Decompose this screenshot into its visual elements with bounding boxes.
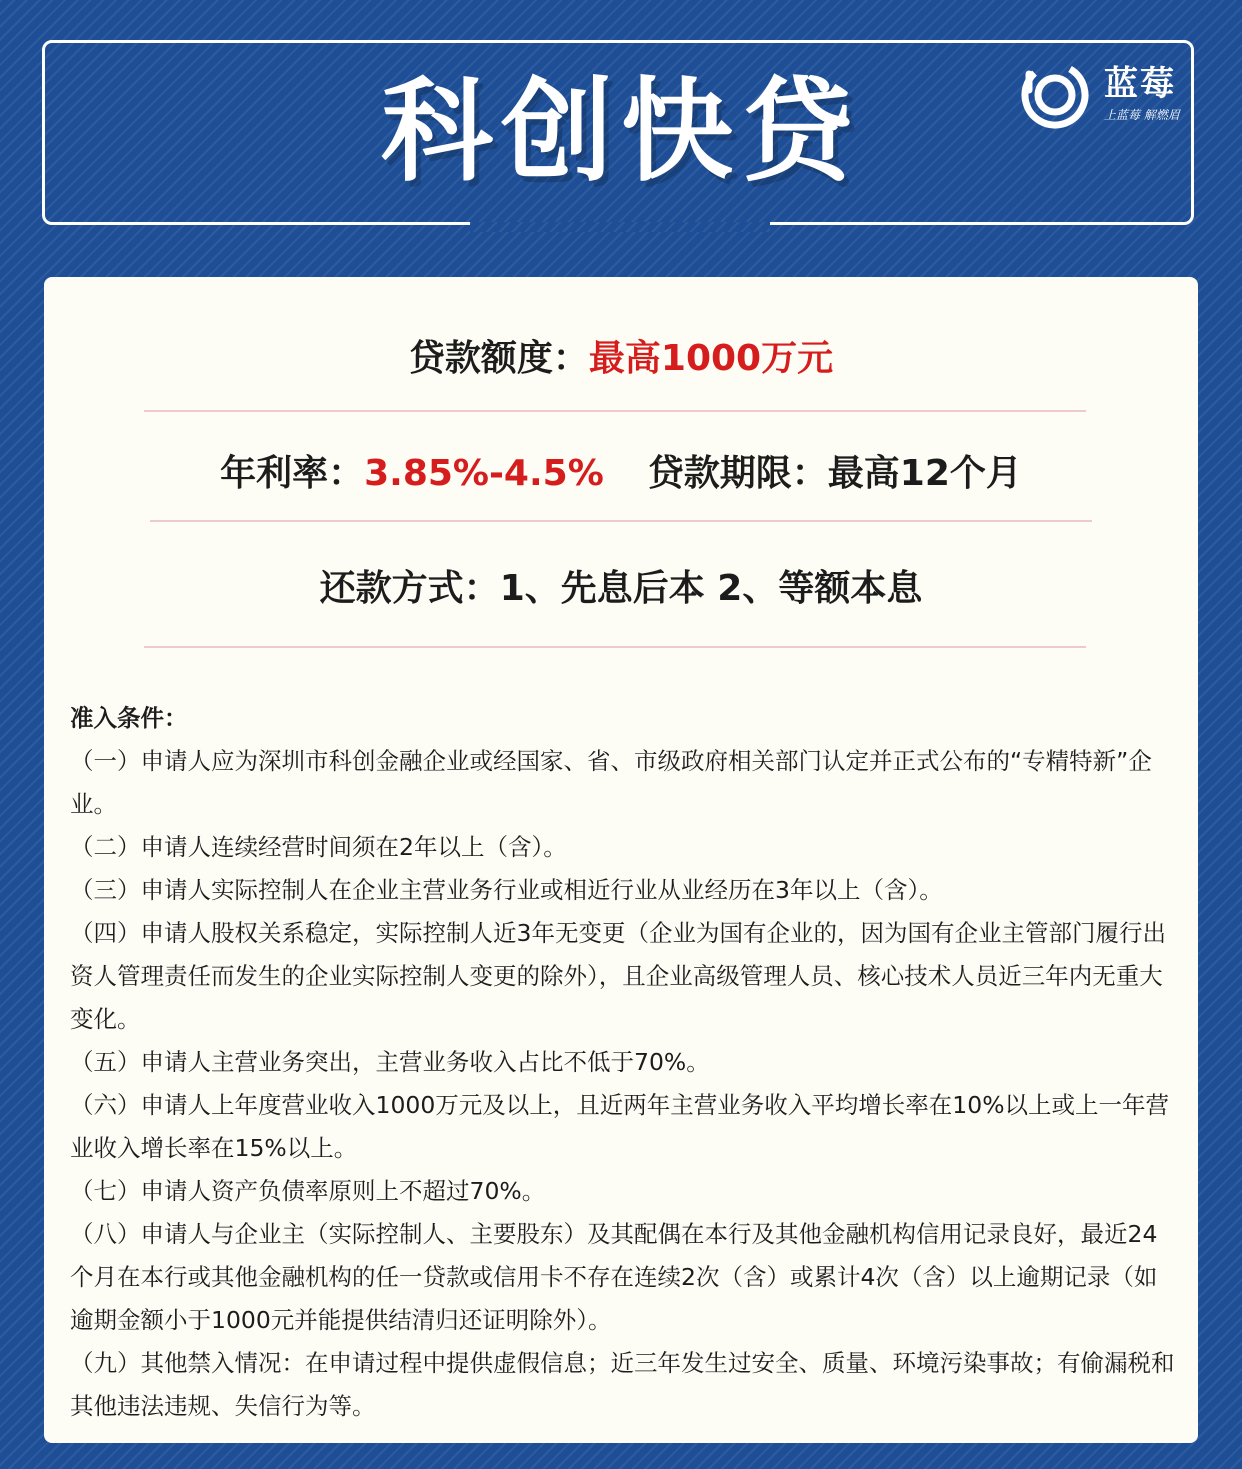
page-title: 科创快贷 [381,67,861,197]
condition-item: （七）申请人资产负债率原则上不超过70%。 [70,1177,546,1205]
condition-item: （二）申请人连续经营时间须在2年以上（含）。 [70,833,567,861]
condition-item: （四）申请人股权关系稳定，实际控制人近3年无变更（企业为国有企业的，因为国有企业主管部门履行出资人管理责任而发生的企业实际控制人变更的除外），且企业高级管理人员、核心技术人员近三年内无重大变化。 [70,919,1166,1033]
logo-name: 蓝莓 [1104,64,1176,104]
rate-label: 年利率： [220,453,365,494]
term-label: 贷款期限： [647,453,828,494]
brand-logo [1020,60,1190,130]
header-frame-gap [470,222,770,232]
repayment-value: 1、先息后本 2、等额本息 [499,568,923,609]
condition-item: （三）申请人实际控制人在企业主营业务行业或相近行业从业经历在3年以上（含）。 [70,876,943,904]
condition-item: （五）申请人主营业务突出，主营业务收入占比不低于70%。 [70,1048,710,1076]
divider [144,646,1086,648]
repayment-line [44,567,1198,611]
loan-amount-value: 最高1000万元 [588,338,834,379]
term-value: 最高12个月 [827,453,1022,494]
logo-slogan: 上蓝莓 解燃眉 [1104,108,1180,122]
repayment-label: 还款方式： [319,568,500,609]
condition-item: （一）申请人应为深圳市科创金融企业或经国家、省、市级政府相关部门认定并正式公布的“专精特新”企业。 [70,747,1152,818]
rate-value: 3.85%-4.5% [364,453,604,494]
condition-item: （八）申请人与企业主（实际控制人、主要股东）及其配偶在本行及其他金融机构信用记录良好，最近24个月在本行或其他金融机构的任一贷款或信用卡不存在连续2次（含）或累计4次（含）以上逾期记录（如逾期金额小于1000元并能提供结清归还证明除外）。 [70,1220,1158,1334]
rate-term-line [44,452,1198,496]
loan-amount-line [44,337,1198,381]
condition-item: （九）其他禁入情况：在申请过程中提供虚假信息；近三年发生过安全、质量、环境污染事故；有偷漏税和其他违法违规、失信行为等。 [70,1349,1175,1420]
conditions-title: 准入条件： [70,704,188,732]
blueberry-logo-icon [1020,60,1090,130]
divider [144,410,1086,412]
loan-amount-label: 贷款额度： [408,338,589,379]
admission-conditions [70,697,1176,1428]
divider [150,520,1092,522]
content-card [44,277,1198,1443]
condition-item: （六）申请人上年度营业收入1000万元及以上，且近两年主营业务收入平均增长率在10%以上或上一年营业收入增长率在15%以上。 [70,1091,1170,1162]
